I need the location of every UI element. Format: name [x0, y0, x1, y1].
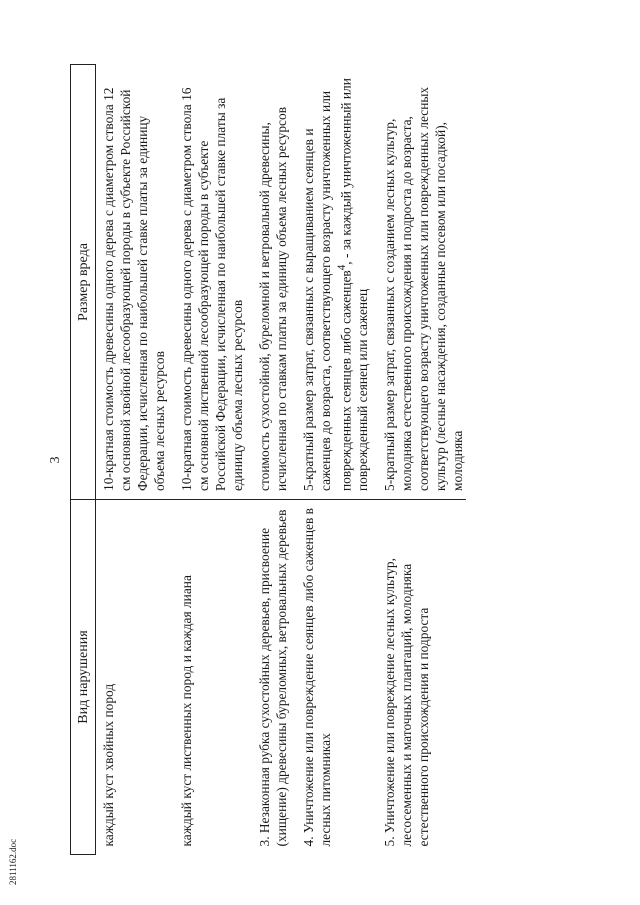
table-row — [296, 65, 377, 855]
damage-cell: стоимость сухостойной, буреломной и ветровальной древесины, исчисленная по ставкам платы за единицу объема лесных ресурсов — [257, 106, 289, 491]
damage-cell: 10-кратная стоимость древесины одного дерева с диаметром ствола 16 см основной лиственной лесообразующей породы в субъекте Российской Федерации, исчисленная по наибольшей ставке платы за единицу объема лесных ресурсов — [179, 87, 245, 491]
rotated-page — [40, 65, 600, 855]
damage-text: 5-кратный размер затрат, связанных с выращиванием сеянцев и саженцев до возраста, соответствующего возрасту уничтоженных или поврежденных сеянцев либо саженцев — [301, 90, 354, 491]
header-violation-type: Вид нарушения — [71, 500, 96, 855]
damage-text-tail: , - за каждый уничтоженный или поврежденный сеянец или саженец — [338, 78, 371, 491]
header-damage-amount: Размер вреда — [71, 65, 96, 500]
damage-cell: 5-кратный размер затрат, связанных с созданием лесных культур, молодняка естественного происхождения и подроста до возраста, соответствующего возрасту уничтоженных или поврежденных лесных культур (лесные насаждения, созданные посевом или посадкой), молодняка — [382, 86, 466, 491]
page-number: 3 — [48, 456, 63, 464]
table-row — [174, 65, 252, 855]
violation-cell: каждый куст лиственных пород и каждая лиана — [174, 500, 252, 855]
violation-cell: 3. Незаконная рубка сухостойных деревьев, присвоение (хищение) древесины буреломных, ветровальных деревьев — [252, 500, 296, 855]
table-row — [96, 65, 175, 855]
table-row — [377, 65, 466, 855]
violation-cell: каждый куст хвойных пород — [96, 500, 175, 855]
damage-cell: 10-кратная стоимость древесины одного дерева с диаметром ствола 12 см основной хвойной лесообразующей породы в субъекте Российской Федерации, исчисленная по наибольшей ставке платы за единицу объема лесных ресурсов — [101, 87, 167, 491]
table-row — [252, 65, 296, 855]
violation-cell: 5. Уничтожение или повреждение лесных культур, лесосеменных и маточных плантаций, молодняка естественного происхождения и подроста — [377, 500, 466, 855]
document-file-code: 2811162.doc — [8, 838, 18, 885]
footnote-marker: 4 — [336, 264, 348, 271]
damage-cell — [296, 65, 377, 500]
damage-table — [70, 64, 466, 855]
table-header-row — [71, 65, 96, 855]
violation-cell: 4. Уничтожение или повреждение сеянцев либо саженцев в лесных питомниках — [296, 500, 377, 855]
